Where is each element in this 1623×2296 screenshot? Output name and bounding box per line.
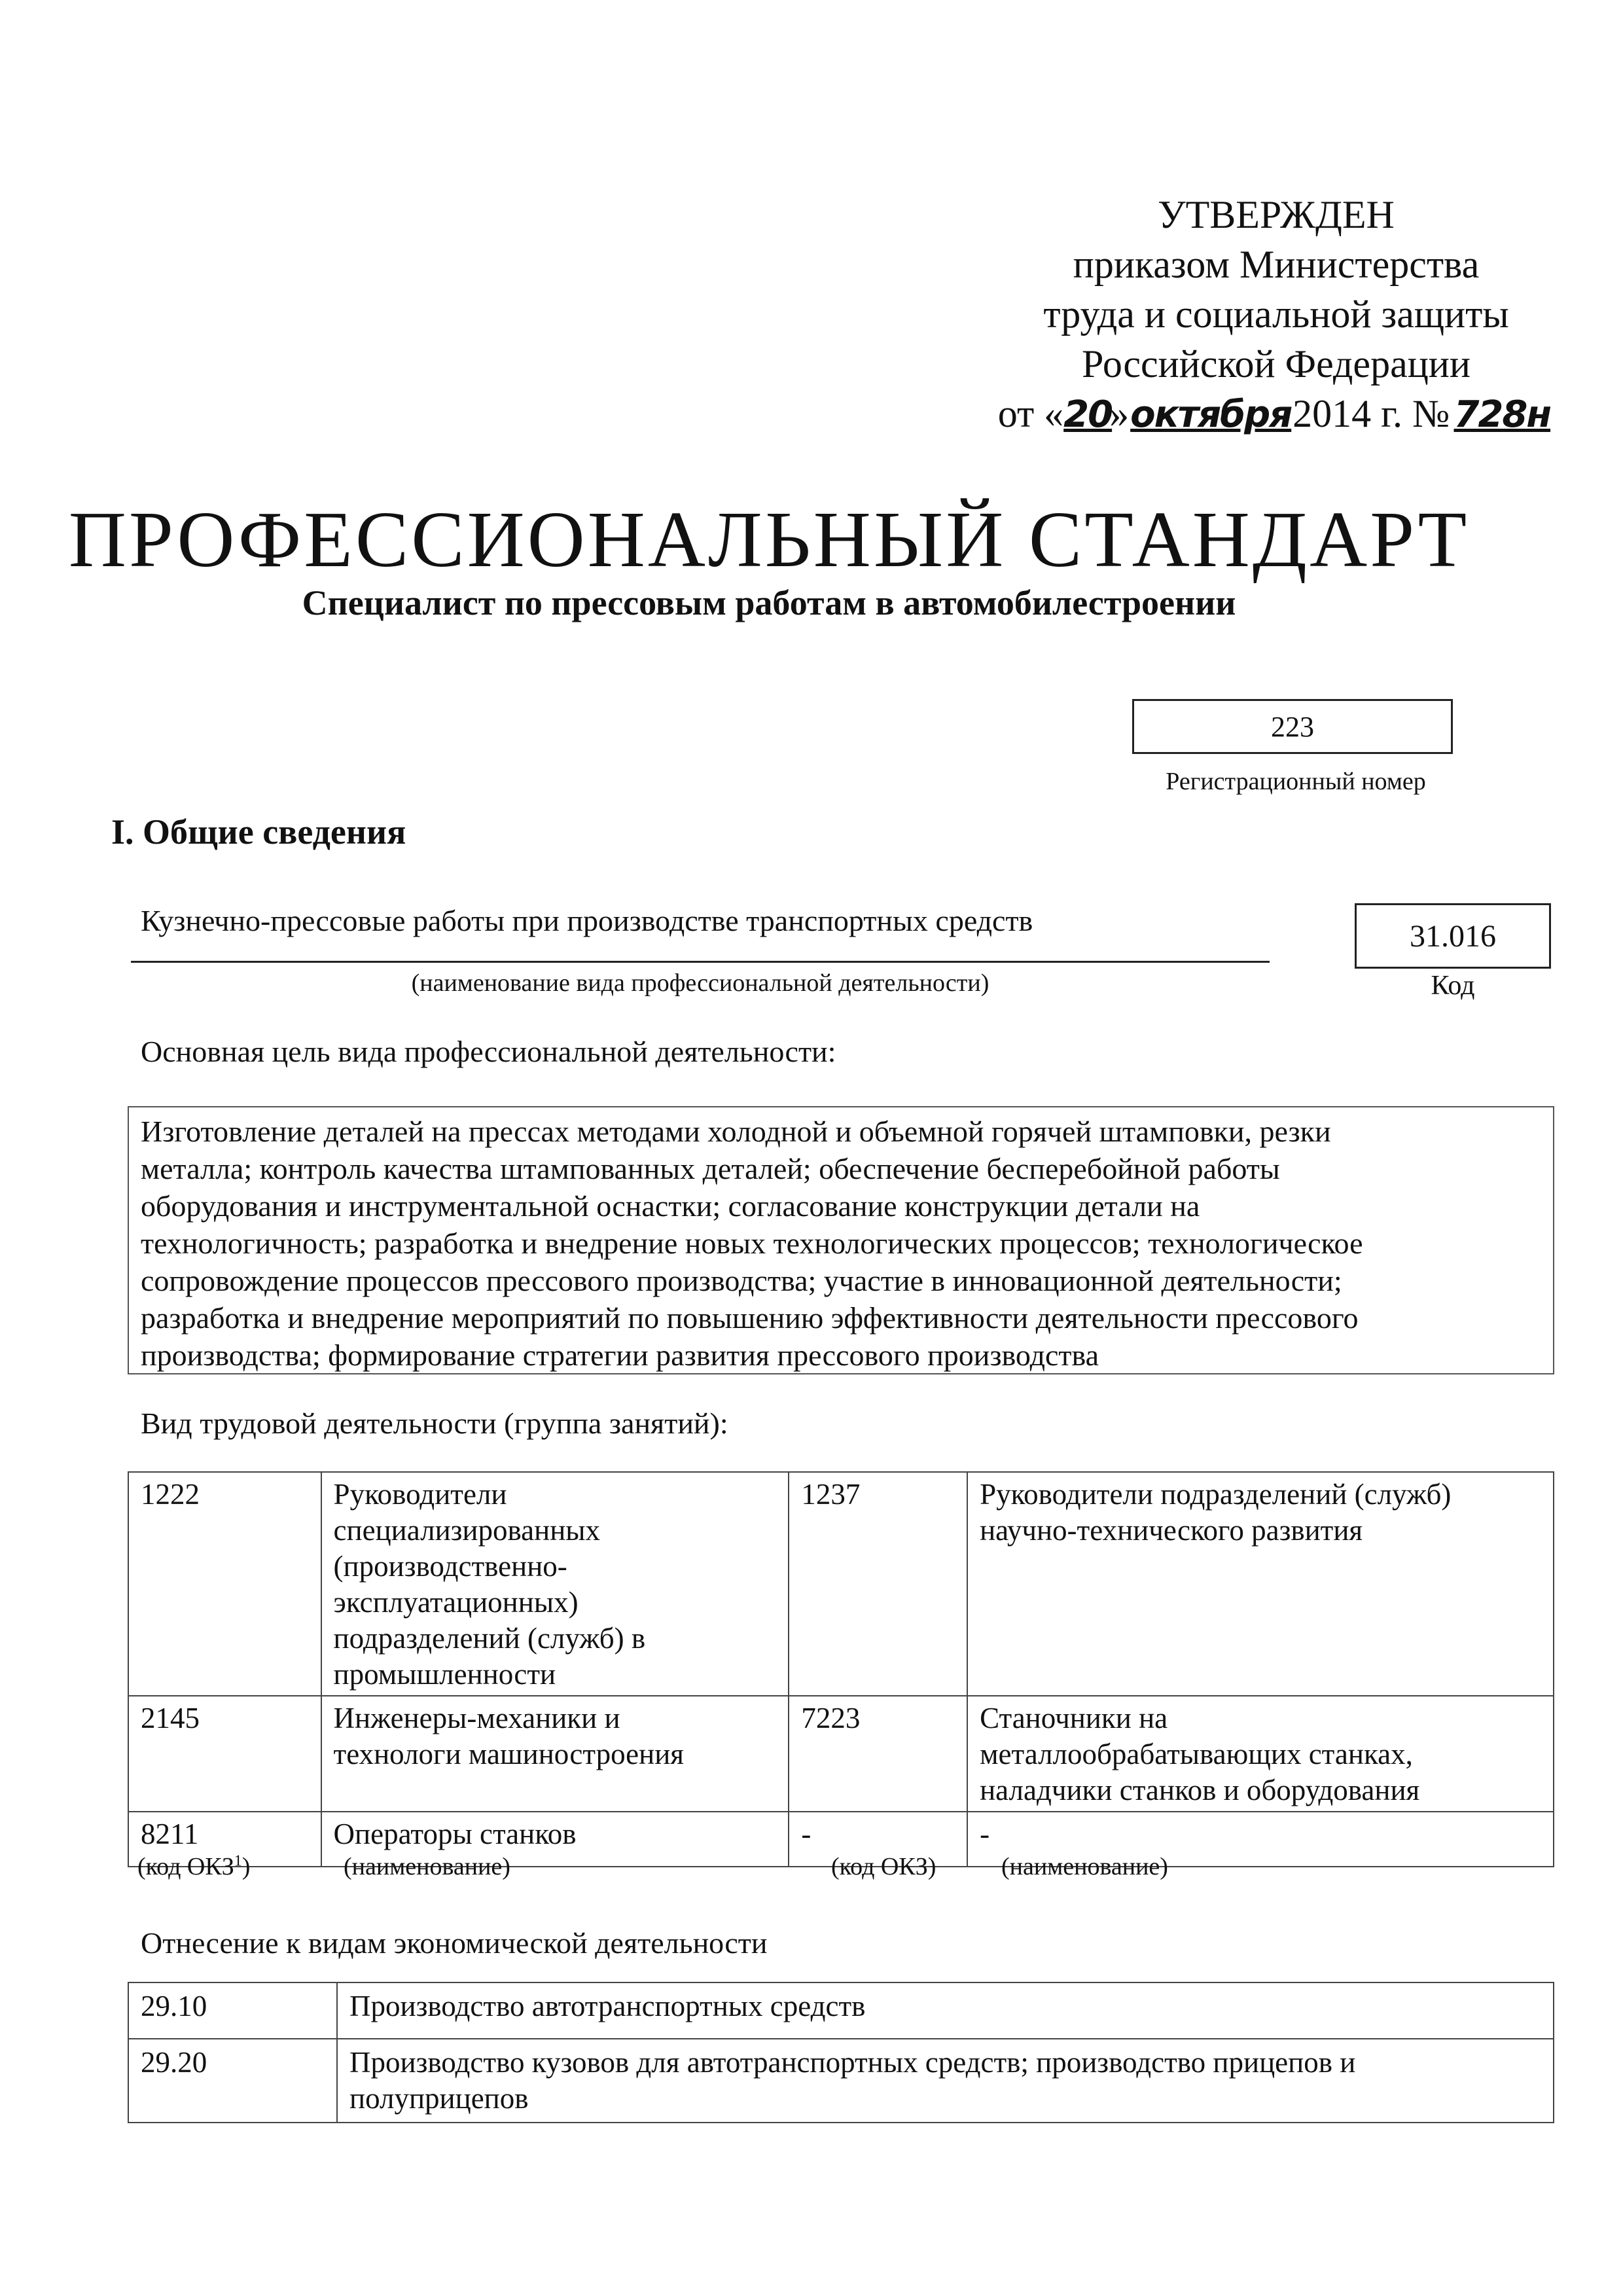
activity-underline (131, 961, 1270, 963)
okz-code-cell: 1237 (789, 1472, 967, 1696)
goal-line: технологичность; разработка и внедрение новых технологических процессов; технологическое (141, 1227, 1363, 1260)
cell-line: полуприцепов (349, 2082, 529, 2115)
okz-code-caption (137, 1852, 250, 1881)
economic-activities-label: Отнесение к видам экономической деятельности (141, 1926, 768, 1960)
goal-line: сопровождение процессов прессового производства; участие в инновационной деятельности; (141, 1264, 1342, 1297)
handwritten-month: октября (1130, 393, 1292, 436)
okz-code-caption-2: (код ОКЗ) (831, 1853, 936, 1880)
economic-activity-name-cell (337, 1982, 1554, 2039)
okz-code-cell: - (789, 1812, 967, 1867)
handwritten-order-number: 728н (1454, 393, 1551, 436)
occupation-groups-label: Вид трудовой деятельности (группа занятий): (141, 1407, 728, 1440)
cell-line: специализированных (333, 1514, 601, 1547)
registration-number-caption: Регистрационный номер (1166, 768, 1426, 795)
table-row (128, 1982, 1554, 2039)
goal-label: Основная цель вида профессиональной деятельности: (141, 1035, 836, 1068)
okz-code-cell: 1222 (128, 1472, 321, 1696)
approval-block (969, 190, 1584, 440)
cell-line: технологи машиностроения (333, 1738, 684, 1770)
cell-line: - (980, 1818, 990, 1850)
table-row (128, 1472, 1554, 1696)
okved-code-cell: 29.10 (128, 1982, 337, 2039)
okz-code-cell: 8211 (128, 1812, 321, 1867)
cell-line: Производство автотранспортных средств (349, 1990, 866, 2022)
date-prefix: от « (997, 392, 1064, 435)
okved-code-cell: 29.20 (128, 2039, 337, 2123)
approval-line-2: приказом Министерства (1073, 243, 1480, 286)
approval-status: УТВЕРЖДЕН (1158, 193, 1395, 236)
registration-number-box: 223 (1132, 699, 1453, 754)
occupation-name-cell (321, 1696, 789, 1812)
economic-activity-name-cell (337, 2039, 1554, 2123)
table-row (128, 2039, 1554, 2123)
approval-line-4: Российской Федерации (1081, 342, 1471, 386)
activity-code-box: 31.016 (1355, 903, 1551, 969)
goal-line: разработка и внедрение мероприятий по повышению эффективности деятельности прессового (141, 1301, 1359, 1335)
cell-line: металлообрабатывающих станках, (980, 1738, 1413, 1770)
cell-line: научно-технического развития (980, 1514, 1363, 1547)
section-title: I. Общие сведения (111, 812, 406, 852)
cell-line: Инженеры-механики и (333, 1702, 620, 1734)
cell-line: промышленности (333, 1658, 556, 1691)
occupation-name-cell (967, 1472, 1554, 1696)
date-year: 2014 г. № (1293, 392, 1450, 435)
goal-line: производства; формирование стратегии развития прессового производства (141, 1338, 1099, 1372)
activity-caption: (наименование вида профессиональной деятельности) (411, 969, 990, 997)
activity-name: Кузнечно-прессовые работы при производстве транспортных средств (141, 904, 1033, 937)
page-title: ПРОФЕССИОНАЛЬНЫЙ СТАНДАРТ (68, 495, 1470, 584)
cell-line: подразделений (служб) в (333, 1622, 646, 1655)
occupation-name-cell (967, 1696, 1554, 1812)
cell-line: Руководители (333, 1478, 507, 1511)
occupation-name-caption-2: (наименование) (1001, 1853, 1168, 1880)
page-subtitle: Специалист по прессовым работам в автомобилестроении (302, 583, 1236, 622)
activity-code-caption: Код (1431, 971, 1475, 1001)
goal-line: оборудования и инструментальной оснастки; согласование конструкции детали на (141, 1189, 1200, 1223)
footnote-marker: 1 (234, 1852, 242, 1870)
cell-line: (производственно- (333, 1550, 567, 1583)
cell-line: Операторы станков (333, 1818, 577, 1850)
approval-date-line (969, 389, 1584, 440)
cell-line: Руководители подразделений (служб) (980, 1478, 1452, 1511)
occupation-name-cell (321, 1472, 789, 1696)
handwritten-day: 20 (1063, 393, 1113, 436)
cell-line: наладчики станков и оборудования (980, 1774, 1420, 1806)
okz-code-cell: 2145 (128, 1696, 321, 1812)
okz-code-cell: 7223 (789, 1696, 967, 1812)
economic-activities-table (128, 1982, 1554, 2123)
table-row (128, 1696, 1554, 1812)
goal-text-box (128, 1106, 1554, 1374)
occupation-groups-table (128, 1471, 1554, 1870)
goal-line: металла; контроль качества штампованных деталей; обеспечение бесперебойной работы (141, 1152, 1280, 1185)
goal-line: Изготовление деталей на прессах методами холодной и объемной горячей штамповки, резки (141, 1115, 1331, 1148)
occupation-name-caption: (наименование) (344, 1853, 510, 1880)
caption-text: ) (241, 1853, 251, 1880)
cell-line: эксплуатационных) (333, 1586, 579, 1619)
approval-line-3: труда и социальной защиты (1043, 293, 1509, 336)
date-quote-close: » (1109, 392, 1130, 435)
cell-line: Производство кузовов для автотранспортных средств; производство прицепов и (349, 2046, 1356, 2079)
caption-text: (код ОКЗ (137, 1853, 234, 1880)
cell-line: Станочники на (980, 1702, 1168, 1734)
